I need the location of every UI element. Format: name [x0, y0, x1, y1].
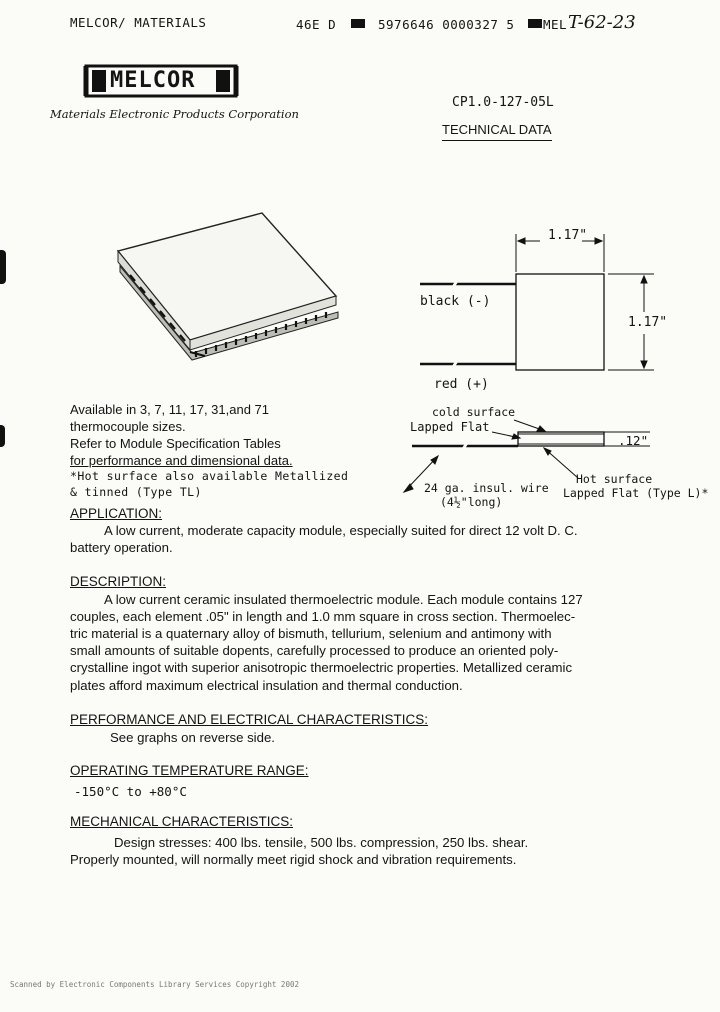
module-illustration	[118, 213, 338, 360]
height-dimension-label: 1.17"	[628, 315, 668, 330]
header-code-2: 5976646 0000327 5	[378, 17, 515, 32]
header-code-3: MEL	[543, 17, 568, 32]
availability-line-3: Refer to Module Specification Tables	[70, 436, 281, 451]
description-line-6: plates afford maximum electrical insulation and thermal conduction.	[70, 678, 463, 693]
hot-surface-note-2: & tinned (Type TL)	[70, 485, 202, 499]
scan-footer: Scanned by Electronic Components Library Services Copyright 2002	[10, 980, 299, 989]
description-heading: DESCRIPTION:	[70, 574, 167, 589]
description-line-2: couples, each element .05" in length and 1.0 mm square in cross section. Thermoelec-	[70, 609, 576, 624]
cold-surface-label: cold surface	[432, 405, 516, 419]
availability-line-1: Available in 3, 7, 11, 17, 31,and 71	[70, 402, 270, 417]
logo-tagline: Materials Electronic Products Corporation	[50, 107, 299, 121]
mechanical-line-1: Design stresses: 400 lbs. tensile, 500 lbs. compression, 250 lbs. shear.	[114, 835, 529, 850]
wire-length-label: (4½"long)	[440, 495, 503, 509]
red-lead-label: red (+)	[434, 377, 489, 392]
scan-edge-mark	[0, 250, 6, 284]
handwritten-code: T-62-23	[568, 12, 636, 33]
scan-edge-mark-2	[0, 425, 5, 447]
application-line-1: A low current, moderate capacity module, especially suited for direct 12 volt D. C.	[104, 523, 578, 538]
temperature-heading: OPERATING TEMPERATURE RANGE:	[70, 763, 309, 778]
description-line-1: A low current ceramic insulated thermoelectric module. Each module contains 127	[104, 592, 583, 607]
performance-heading: PERFORMANCE AND ELECTRICAL CHARACTERISTICS:	[70, 712, 429, 727]
mechanical-line-2: Properly mounted, will normally meet rigid shock and vibration requirements.	[70, 852, 517, 867]
description-line-3: tric material is a quaternary alloy of bismuth, tellurium, selenium and antimony with	[70, 626, 552, 641]
hot-surface-label: Hot surface	[576, 472, 653, 486]
application-line-2: battery operation.	[70, 540, 173, 555]
performance-text: See graphs on reverse side.	[110, 730, 275, 745]
mechanical-heading: MECHANICAL CHARACTERISTICS:	[70, 814, 294, 829]
header-code-1: 46E D	[296, 17, 337, 32]
availability-line-2: thermocouple sizes.	[70, 419, 186, 434]
description-line-5: crystalline ingot with superior anisotropic thermoelectric properties. Metallized ceramic	[70, 660, 573, 675]
lapped-flat-bottom-label: Lapped Flat (Type L)*	[563, 486, 709, 500]
logo-wordmark: MELCOR	[110, 68, 196, 93]
technical-data-title: TECHNICAL DATA	[442, 122, 552, 141]
header-company: MELCOR/ MATERIALS	[70, 15, 207, 30]
model-number: CP1.0-127-05L	[452, 95, 554, 110]
hot-surface-note-1: *Hot surface also available Metallized	[70, 469, 349, 483]
thickness-label: .12"	[618, 433, 649, 448]
temperature-range: -150°C to +80°C	[74, 784, 187, 799]
description-line-4: small amounts of suitable dopents, carefully processed to produce an oriented poly-	[70, 643, 559, 658]
black-lead-label: black (-)	[420, 294, 491, 309]
width-dimension-label: 1.17"	[548, 228, 588, 243]
application-heading: APPLICATION:	[70, 506, 163, 521]
availability-line-4: for performance and dimensional data.	[70, 453, 293, 468]
wire-gauge-label: 24 ga. insul. wire	[424, 481, 549, 495]
lapped-flat-top-label: Lapped Flat	[410, 420, 490, 434]
